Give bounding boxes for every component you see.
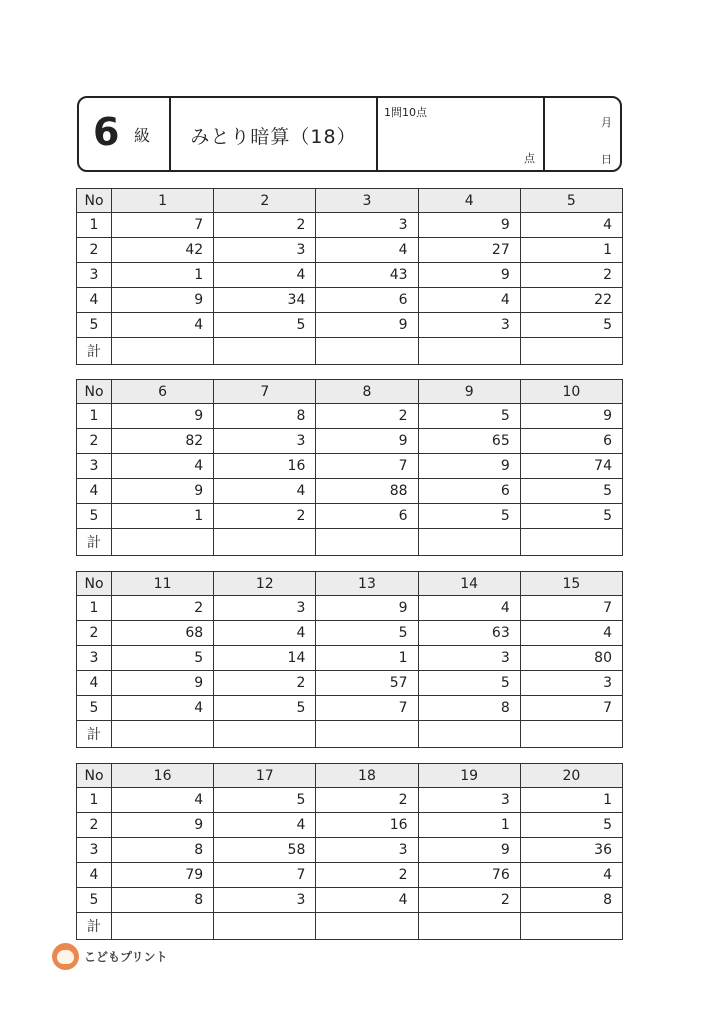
- answer-field[interactable]: [418, 721, 520, 748]
- table-row: [77, 213, 623, 238]
- problem-table: [76, 571, 623, 748]
- problem-value: 7: [520, 596, 622, 621]
- problem-value: 5: [520, 504, 622, 529]
- row-number: 3: [77, 263, 112, 288]
- problem-value: 5: [418, 504, 520, 529]
- problem-value: 9: [520, 404, 622, 429]
- problem-value: 3: [214, 429, 316, 454]
- problem-number: 4: [418, 189, 520, 213]
- answer-field[interactable]: [112, 913, 214, 940]
- problem-value: 68: [112, 621, 214, 646]
- table-row: [77, 788, 623, 813]
- row-number: 2: [77, 621, 112, 646]
- score-label: 1問10点: [384, 106, 427, 119]
- problem-value: 79: [112, 863, 214, 888]
- grade-number: 6: [93, 110, 120, 154]
- problem-value: 6: [316, 504, 418, 529]
- table-row: [77, 404, 623, 429]
- problem-value: 4: [520, 621, 622, 646]
- problem-number: 2: [214, 189, 316, 213]
- row-number: 2: [77, 813, 112, 838]
- problem-number: 6: [112, 380, 214, 404]
- answer-field[interactable]: [112, 338, 214, 365]
- problem-value: 3: [316, 213, 418, 238]
- total-label: 計: [77, 529, 112, 556]
- problem-value: 3: [214, 888, 316, 913]
- problem-value: 3: [214, 238, 316, 263]
- problem-value: 6: [316, 288, 418, 313]
- table-row: [77, 263, 623, 288]
- problem-value: 5: [520, 479, 622, 504]
- month-label: 月: [601, 116, 612, 129]
- no-header: No: [77, 380, 112, 404]
- problem-value: 8: [418, 696, 520, 721]
- problem-value: 9: [418, 213, 520, 238]
- problem-value: 42: [112, 238, 214, 263]
- problem-value: 1: [112, 504, 214, 529]
- problem-number: 19: [418, 764, 520, 788]
- problem-value: 22: [520, 288, 622, 313]
- problem-value: 4: [418, 288, 520, 313]
- problem-value: 5: [520, 313, 622, 338]
- header-box: [77, 96, 622, 172]
- no-header: No: [77, 189, 112, 213]
- problem-value: 4: [520, 863, 622, 888]
- problem-value: 6: [418, 479, 520, 504]
- problem-number: 11: [112, 572, 214, 596]
- problem-value: 9: [418, 454, 520, 479]
- problem-value: 9: [418, 838, 520, 863]
- row-number: 1: [77, 788, 112, 813]
- date-cell[interactable]: [545, 98, 620, 170]
- row-number: 3: [77, 646, 112, 671]
- problem-value: 4: [316, 238, 418, 263]
- problem-value: 57: [316, 671, 418, 696]
- problem-value: 4: [112, 313, 214, 338]
- table-row: [77, 696, 623, 721]
- row-number: 5: [77, 888, 112, 913]
- table-row: [77, 813, 623, 838]
- problem-number: 9: [418, 380, 520, 404]
- problem-value: 3: [418, 788, 520, 813]
- row-number: 2: [77, 238, 112, 263]
- problem-value: 9: [112, 288, 214, 313]
- problem-value: 5: [214, 788, 316, 813]
- score-unit: 点: [524, 152, 535, 165]
- answer-field[interactable]: [520, 721, 622, 748]
- problem-value: 80: [520, 646, 622, 671]
- row-number: 1: [77, 404, 112, 429]
- row-number: 5: [77, 696, 112, 721]
- problem-value: 2: [520, 263, 622, 288]
- problem-value: 4: [214, 479, 316, 504]
- row-number: 2: [77, 429, 112, 454]
- grade-cell: [79, 98, 171, 170]
- table-row: [77, 671, 623, 696]
- answer-field[interactable]: [316, 913, 418, 940]
- row-number: 3: [77, 454, 112, 479]
- problem-value: 3: [418, 646, 520, 671]
- problem-value: 9: [418, 263, 520, 288]
- problem-value: 6: [520, 429, 622, 454]
- table-row: [77, 888, 623, 913]
- problem-value: 1: [316, 646, 418, 671]
- problem-value: 5: [214, 696, 316, 721]
- problem-value: 9: [112, 813, 214, 838]
- problem-number: 18: [316, 764, 418, 788]
- problem-value: 9: [112, 671, 214, 696]
- problem-value: 76: [418, 863, 520, 888]
- problem-value: 5: [520, 813, 622, 838]
- problem-value: 16: [214, 454, 316, 479]
- problem-number: 1: [112, 189, 214, 213]
- problem-value: 58: [214, 838, 316, 863]
- problem-number: 3: [316, 189, 418, 213]
- problem-value: 3: [418, 313, 520, 338]
- problem-value: 82: [112, 429, 214, 454]
- problem-value: 36: [520, 838, 622, 863]
- problem-value: 88: [316, 479, 418, 504]
- problem-value: 7: [520, 696, 622, 721]
- row-number: 1: [77, 596, 112, 621]
- problem-value: 8: [520, 888, 622, 913]
- answer-field[interactable]: [520, 529, 622, 556]
- problem-value: 2: [214, 504, 316, 529]
- logo-text: こどもプリント: [84, 950, 168, 964]
- problem-value: 8: [214, 404, 316, 429]
- problem-value: 8: [112, 888, 214, 913]
- row-number: 3: [77, 838, 112, 863]
- problem-number: 14: [418, 572, 520, 596]
- problem-value: 3: [520, 671, 622, 696]
- title-cell: [171, 98, 378, 170]
- problem-value: 16: [316, 813, 418, 838]
- problem-value: 9: [316, 596, 418, 621]
- problem-value: 2: [112, 596, 214, 621]
- problem-value: 2: [316, 404, 418, 429]
- problem-value: 4: [316, 888, 418, 913]
- answer-field[interactable]: [520, 338, 622, 365]
- row-number: 1: [77, 213, 112, 238]
- problem-number: 7: [214, 380, 316, 404]
- total-label: 計: [77, 913, 112, 940]
- problem-value: 1: [418, 813, 520, 838]
- problem-value: 4: [214, 813, 316, 838]
- answer-field[interactable]: [214, 338, 316, 365]
- problem-value: 2: [214, 671, 316, 696]
- problem-value: 3: [214, 596, 316, 621]
- problem-value: 5: [418, 671, 520, 696]
- problem-value: 9: [316, 313, 418, 338]
- row-number: 4: [77, 479, 112, 504]
- table-row: [77, 596, 623, 621]
- score-cell[interactable]: [378, 98, 545, 170]
- table-row: [77, 621, 623, 646]
- table-row: [77, 288, 623, 313]
- problem-value: 1: [520, 238, 622, 263]
- answer-field[interactable]: [520, 913, 622, 940]
- answer-field[interactable]: [418, 529, 520, 556]
- answer-field[interactable]: [316, 721, 418, 748]
- table-row: [77, 429, 623, 454]
- problem-number: 16: [112, 764, 214, 788]
- total-label: 計: [77, 338, 112, 365]
- problem-value: 63: [418, 621, 520, 646]
- row-number: 4: [77, 671, 112, 696]
- problem-value: 7: [316, 454, 418, 479]
- answer-field[interactable]: [214, 913, 316, 940]
- table-row: [77, 646, 623, 671]
- problem-value: 9: [316, 429, 418, 454]
- problem-value: 5: [214, 313, 316, 338]
- problem-value: 7: [214, 863, 316, 888]
- problem-number: 17: [214, 764, 316, 788]
- problem-value: 9: [112, 404, 214, 429]
- table-row: [77, 863, 623, 888]
- problem-value: 4: [214, 263, 316, 288]
- answer-field[interactable]: [112, 721, 214, 748]
- problem-table: [76, 379, 623, 556]
- problem-value: 43: [316, 263, 418, 288]
- problem-value: 9: [112, 479, 214, 504]
- row-number: 4: [77, 863, 112, 888]
- problem-value: 2: [316, 788, 418, 813]
- page-title: みとり暗算（18）: [190, 126, 357, 148]
- day-label: 日: [601, 153, 612, 166]
- answer-field[interactable]: [112, 529, 214, 556]
- answer-field[interactable]: [418, 913, 520, 940]
- no-header: No: [77, 572, 112, 596]
- problem-value: 4: [520, 213, 622, 238]
- problem-value: 7: [112, 213, 214, 238]
- problem-value: 74: [520, 454, 622, 479]
- row-number: 4: [77, 288, 112, 313]
- problem-value: 27: [418, 238, 520, 263]
- table-row: [77, 313, 623, 338]
- problem-value: 5: [418, 404, 520, 429]
- problem-number: 12: [214, 572, 316, 596]
- total-label: 計: [77, 721, 112, 748]
- cat-logo-icon: [52, 943, 79, 970]
- problem-value: 65: [418, 429, 520, 454]
- no-header: No: [77, 764, 112, 788]
- brand-logo: [52, 943, 168, 970]
- problem-number: 8: [316, 380, 418, 404]
- problem-value: 2: [214, 213, 316, 238]
- problem-number: 13: [316, 572, 418, 596]
- answer-field[interactable]: [316, 338, 418, 365]
- problem-table: [76, 763, 623, 940]
- problem-value: 7: [316, 696, 418, 721]
- problem-value: 3: [316, 838, 418, 863]
- problem-value: 34: [214, 288, 316, 313]
- problem-value: 5: [112, 646, 214, 671]
- table-row: [77, 479, 623, 504]
- answer-field[interactable]: [214, 529, 316, 556]
- problem-value: 2: [316, 863, 418, 888]
- problem-number: 15: [520, 572, 622, 596]
- problem-value: 8: [112, 838, 214, 863]
- table-row: [77, 238, 623, 263]
- problem-number: 10: [520, 380, 622, 404]
- problem-value: 2: [418, 888, 520, 913]
- table-row: [77, 454, 623, 479]
- problem-value: 1: [520, 788, 622, 813]
- problem-table: [76, 188, 623, 365]
- problem-number: 5: [520, 189, 622, 213]
- problem-value: 4: [214, 621, 316, 646]
- grade-unit: 級: [134, 126, 151, 145]
- problem-value: 1: [112, 263, 214, 288]
- problem-value: 4: [112, 454, 214, 479]
- problem-value: 4: [112, 788, 214, 813]
- problem-value: 14: [214, 646, 316, 671]
- row-number: 5: [77, 504, 112, 529]
- table-row: [77, 838, 623, 863]
- problem-value: 4: [112, 696, 214, 721]
- problem-value: 4: [418, 596, 520, 621]
- problem-value: 5: [316, 621, 418, 646]
- answer-field[interactable]: [316, 529, 418, 556]
- row-number: 5: [77, 313, 112, 338]
- answer-field[interactable]: [418, 338, 520, 365]
- answer-field[interactable]: [214, 721, 316, 748]
- table-row: [77, 504, 623, 529]
- problem-number: 20: [520, 764, 622, 788]
